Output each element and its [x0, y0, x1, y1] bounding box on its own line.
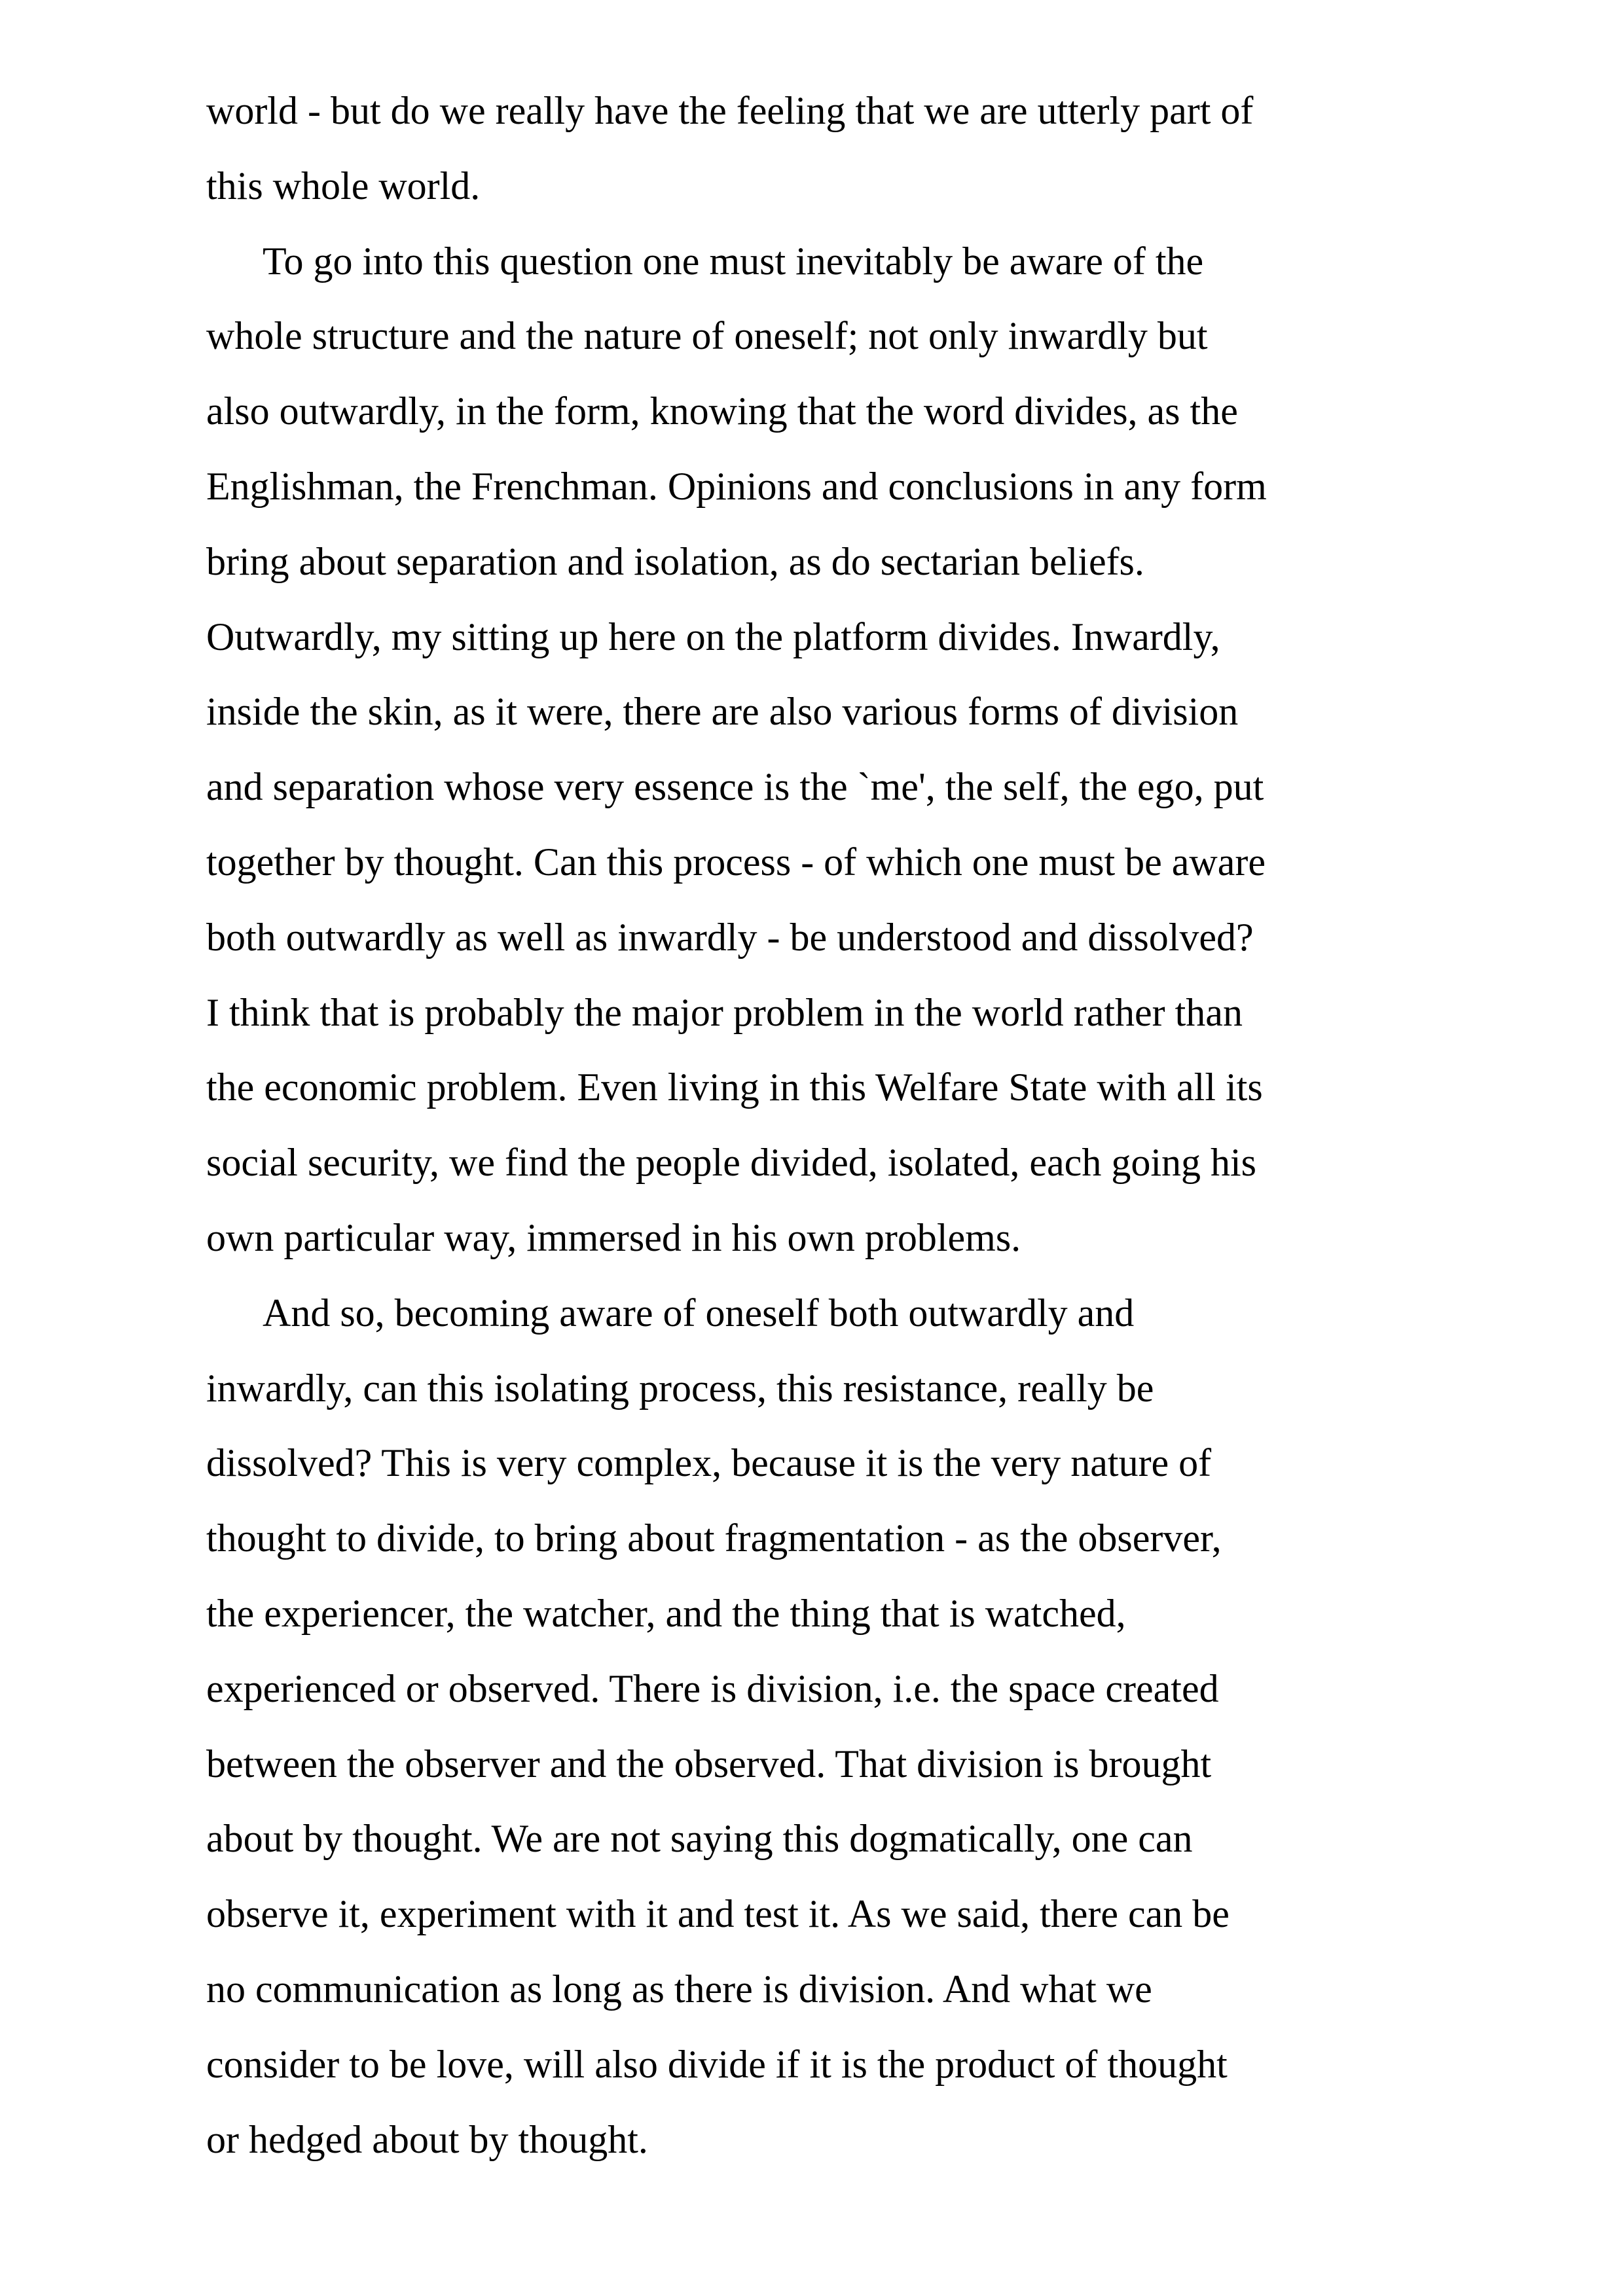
- text-line: world - but do we really have the feeling that we are utterly part of: [206, 89, 1254, 132]
- text-line: inwardly, can this isolating process, this resistance, really be: [206, 1366, 1154, 1410]
- text-line: between the observer and the observed. That division is brought: [206, 1742, 1212, 1785]
- text-line: the experiencer, the watcher, and the thing that is watched,: [206, 1591, 1126, 1635]
- text-line: I think that is probably the major problem in the world rather than: [206, 990, 1243, 1034]
- text-line: social security, we find the people divided, isolated, each going his: [206, 1141, 1257, 1185]
- text-line: consider to be love, will also divide if it is the product of thought: [206, 2042, 1228, 2086]
- body-text: [206, 73, 1450, 2177]
- text-line: observe it, experiment with it and test it. As we said, there can be: [206, 1892, 1230, 1936]
- text-line: together by thought. Can this process - of which one must be aware: [206, 840, 1266, 884]
- text-line: or hedged about by thought.: [206, 2117, 648, 2161]
- text-line: the economic problem. Even living in this Welfare State with all its: [206, 1066, 1263, 1109]
- text-line: thought to divide, to bring about fragmentation - as the observer,: [206, 1516, 1222, 1560]
- text-line: bring about separation and isolation, as do sectarian beliefs.: [206, 539, 1144, 583]
- text-line: Outwardly, my sitting up here on the platform divides. Inwardly,: [206, 615, 1220, 658]
- text-line: inside the skin, as it were, there are also various forms of division: [206, 690, 1239, 734]
- text-line: about by thought. We are not saying this dogmatically, one can: [206, 1817, 1193, 1861]
- text-line: both outwardly as well as inwardly - be understood and dissolved?: [206, 915, 1254, 959]
- text-line: dissolved? This is very complex, because it is the very nature of: [206, 1441, 1212, 1485]
- text-line: no communication as long as there is division. And what we: [206, 1967, 1152, 2011]
- text-line: this whole world.: [206, 164, 481, 207]
- paragraph-start-line: To go into this question one must inevitably be aware of the: [263, 239, 1204, 283]
- text-line: Englishman, the Frenchman. Opinions and conclusions in any form: [206, 464, 1267, 508]
- paragraph-start-line: And so, becoming aware of oneself both outwardly and: [263, 1291, 1135, 1335]
- text-line: whole structure and the nature of oneself; not only inwardly but: [206, 314, 1208, 358]
- text-line: and separation whose very essence is the `me', the self, the ego, put: [206, 765, 1264, 809]
- text-line: own particular way, immersed in his own problems.: [206, 1215, 1021, 1259]
- text-line: experienced or observed. There is division, i.e. the space created: [206, 1666, 1219, 1710]
- text-line: also outwardly, in the form, knowing that the word divides, as the: [206, 389, 1238, 433]
